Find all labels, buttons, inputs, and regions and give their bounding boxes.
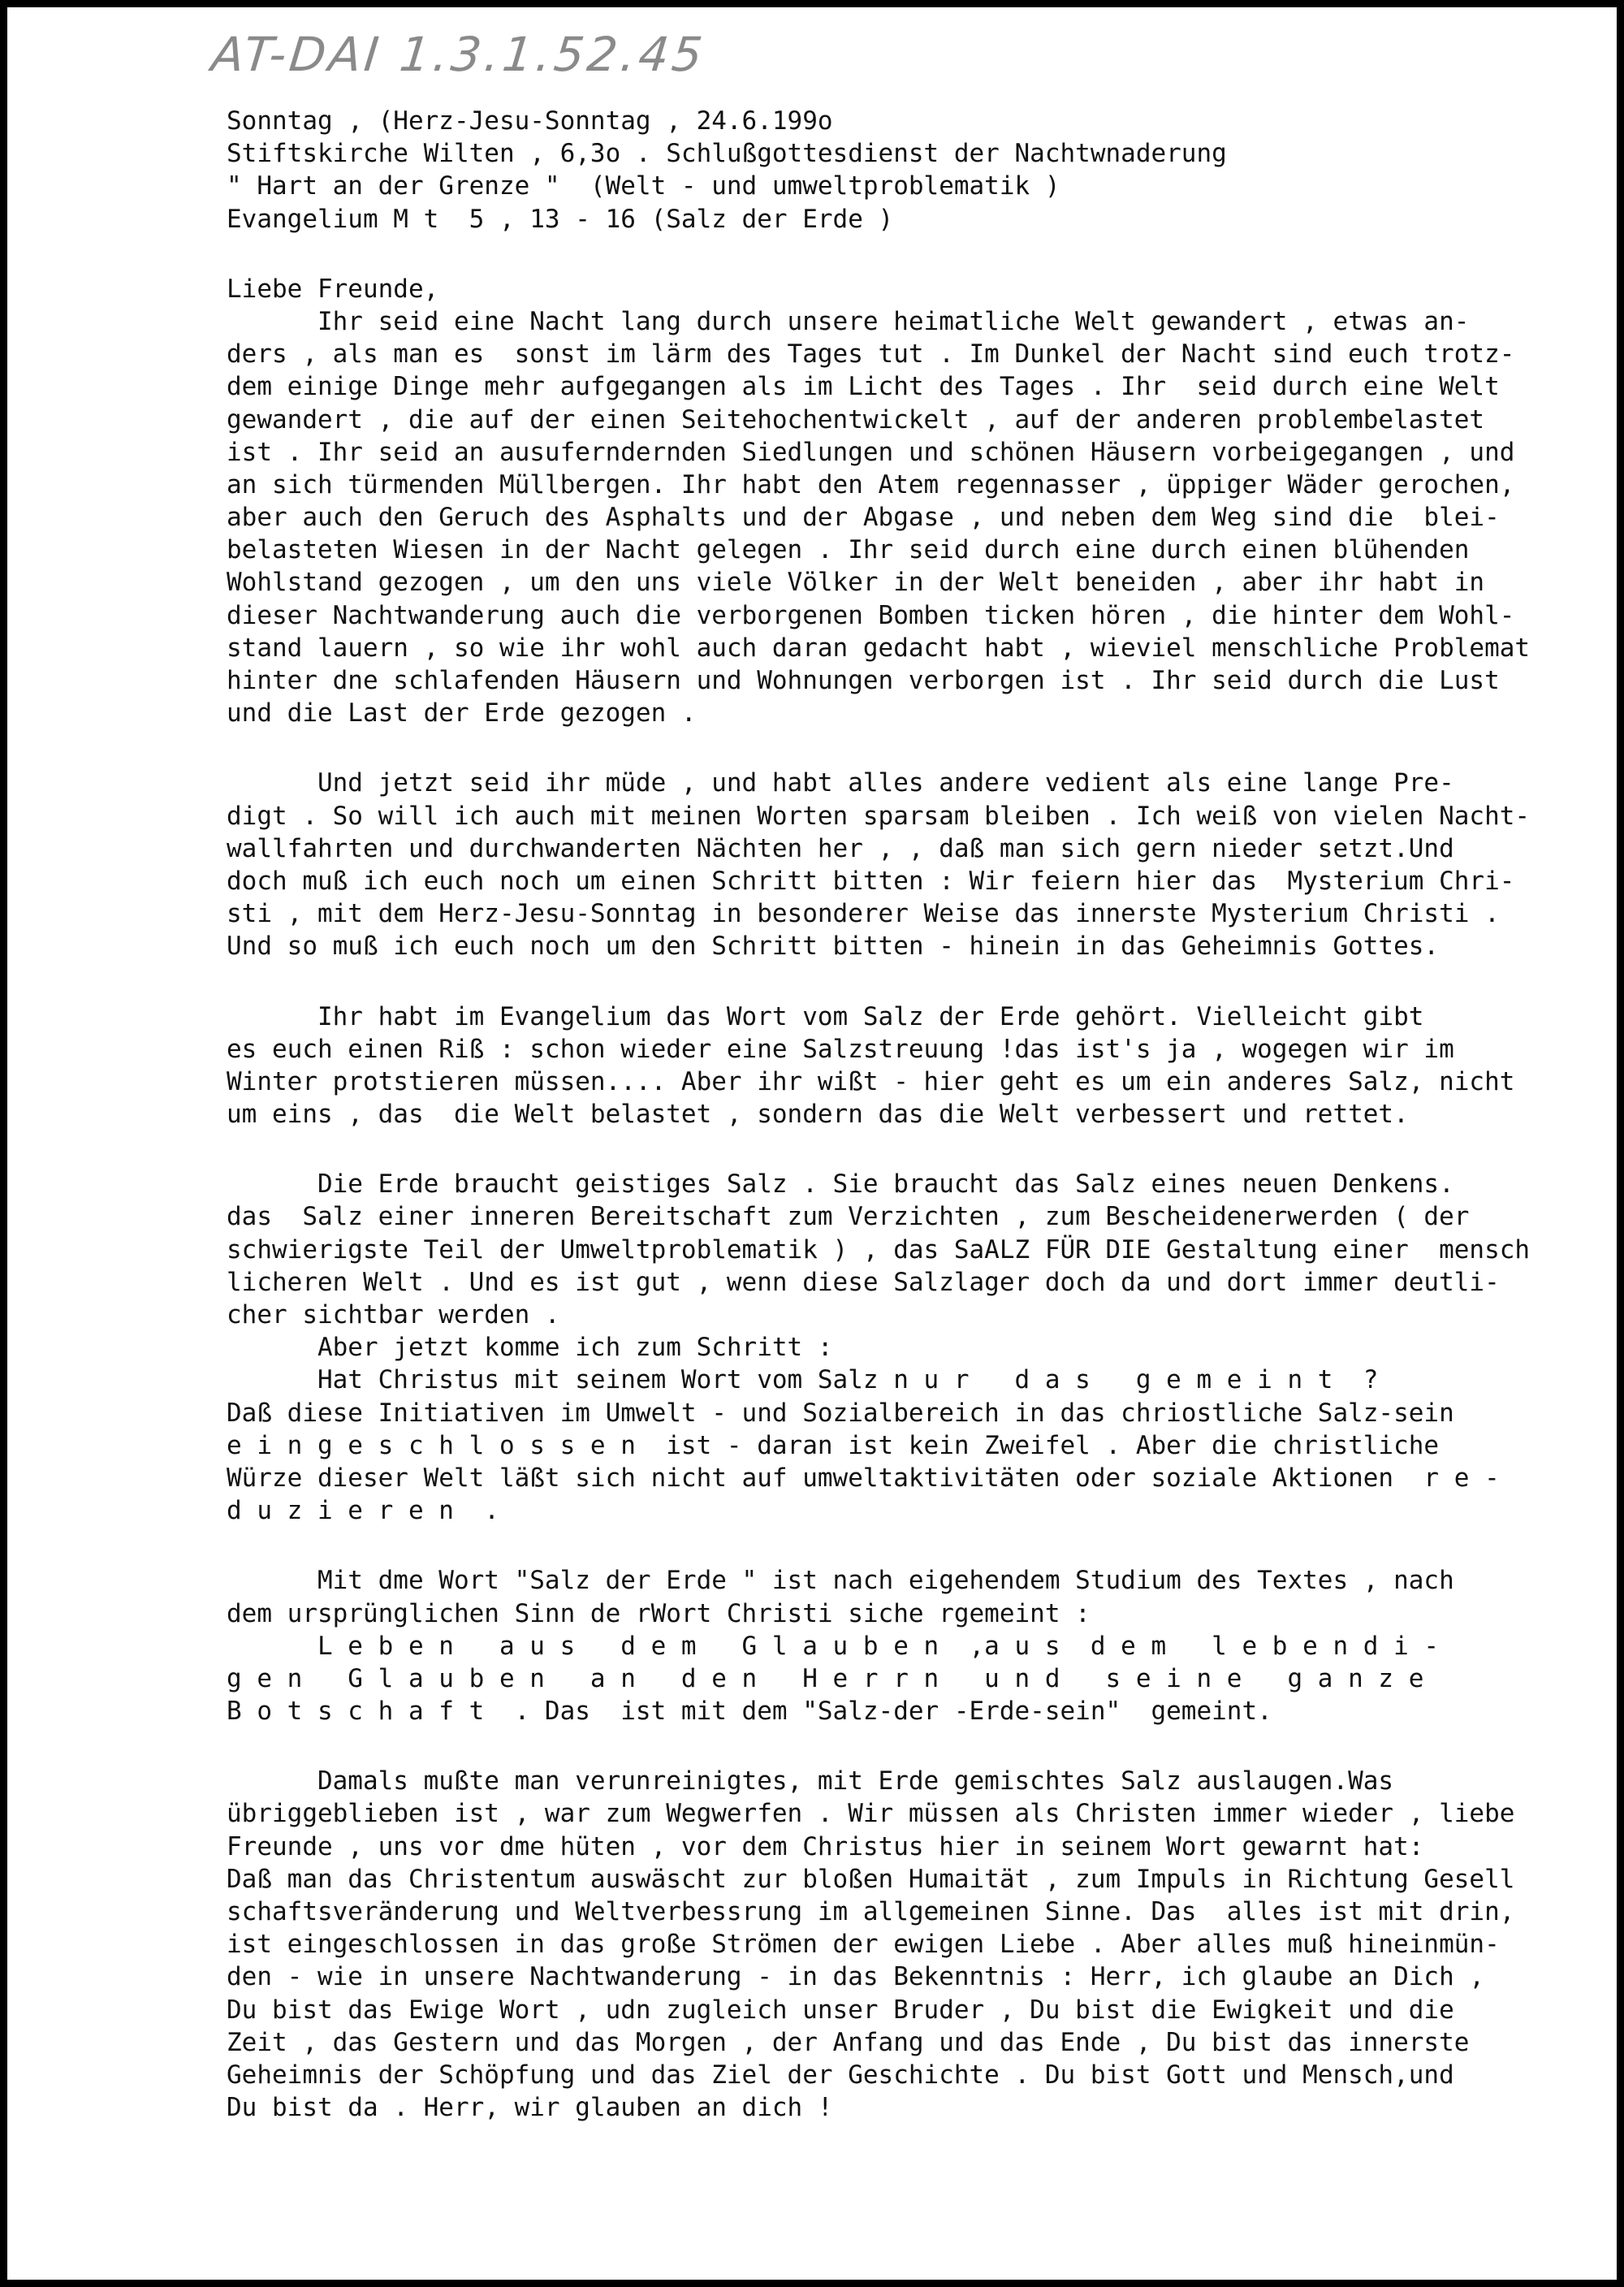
paragraph-1 bbox=[227, 305, 1611, 729]
text-line: hinter dne schlafenden Häusern und Wohnungen verborgen ist . Ihr seid durch die Lust bbox=[227, 666, 1500, 695]
header-block bbox=[227, 105, 1611, 236]
text-line: dem einige Dinge mehr aufgegangen als im Licht des Tages . Ihr seid durch eine Welt bbox=[227, 372, 1500, 402]
document-page bbox=[5, 5, 1619, 2282]
salutation: Liebe Freunde, bbox=[227, 274, 439, 304]
paragraph-4 bbox=[227, 1168, 1611, 1527]
text-line: Freunde , uns vor dme hüten , vor dem Christus hier in seinem Wort gewarnt hat: bbox=[227, 1831, 1424, 1861]
text-line: Zeit , das Gestern und das Morgen , der Anfang und das Ende , Du bist das innerste bbox=[227, 2027, 1470, 2057]
text-line: Du bist das Ewige Wort , udn zugleich unser Bruder , Du bist die Ewigkeit und die bbox=[227, 1995, 1454, 2025]
text-line: stand lauern , so wie ihr wohl auch daran gedacht habt , wieviel menschliche Problemat bbox=[227, 633, 1531, 663]
text-line: Aber jetzt komme ich zum Schritt : bbox=[227, 1333, 833, 1363]
text-line: übriggeblieben ist , war zum Wegwerfen . Wir müssen als Christen immer wieder , liebe bbox=[227, 1799, 1515, 1829]
text-line: es euch einen Riß : schon wieder eine Salzstreuung !das ist's ja , wogegen wir im bbox=[227, 1034, 1454, 1064]
text-line: Daß man das Christentum auswäscht zur bloßen Humaität , zum Impuls in Richtung Gesell bbox=[227, 1864, 1515, 1894]
header-line: " Hart an der Grenze " (Welt - und umweltproblematik ) bbox=[227, 171, 1060, 201]
text-line: Daß diese Initiativen im Umwelt - und Sozialbereich in das chriostliche Salz-sein bbox=[227, 1398, 1454, 1428]
text-line: aber auch den Geruch des Asphalts und der Abgase , und neben dem Weg sind die blei- bbox=[227, 503, 1500, 533]
text-line: dieser Nachtwanderung auch die verborgenen Bomben ticken hören , die hinter dem Wohl- bbox=[227, 600, 1515, 630]
text-line: Und jetzt seid ihr müde , und habt alles andere vedient als eine lange Pre- bbox=[227, 768, 1454, 798]
text-line: das Salz einer inneren Bereitschaft zum Verzichten , zum Bescheidenerwerden ( der bbox=[227, 1202, 1470, 1232]
text-line: Und so muß ich euch noch um den Schritt bitten - hinein in das Geheimnis Gottes. bbox=[227, 932, 1440, 962]
text-line: an sich türmenden Müllbergen. Ihr habt den Atem regennasser , üppiger Wäder gerochen, bbox=[227, 469, 1515, 499]
text-line: und die Last der Erde gezogen . bbox=[227, 698, 697, 728]
text-line: gewandert , die auf der einen Seitehochentwickelt , auf der anderen problembelastet bbox=[227, 404, 1485, 434]
text-line: um eins , das die Welt belastet , sondern das die Welt verbessert und rettet. bbox=[227, 1100, 1409, 1130]
text-line: belasteten Wiesen in der Nacht gelegen . Ihr seid durch eine durch einen blühenden bbox=[227, 535, 1470, 565]
text-line: Damals mußte man verunreinigtes, mit Erde gemischtes Salz auslaugen.Was bbox=[227, 1766, 1394, 1796]
text-line: e i n g e s c h l o s s e n ist - daran ist kein Zweifel . Aber die christliche bbox=[227, 1430, 1440, 1460]
paragraph-5 bbox=[227, 1564, 1611, 1727]
text-line: ders , als man es sonst im lärm des Tages tut . Im Dunkel der Nacht sind euch trotz- bbox=[227, 339, 1515, 370]
header-line: Stiftskirche Wilten , 6,3o . Schlußgottesdienst der Nachtwnaderung bbox=[227, 139, 1227, 169]
text-line: Mit dme Wort "Salz der Erde " ist nach eigehendem Studium des Textes , nach bbox=[227, 1566, 1454, 1596]
text-line: Würze dieser Welt läßt sich nicht auf umweltaktivitäten oder soziale Aktionen r e - bbox=[227, 1463, 1500, 1493]
text-line: g e n G l a u b e n a n d e n H e r r n u n d s e i n e g a n z e bbox=[227, 1663, 1424, 1693]
text-line: Geheimnis der Schöpfung und das Ziel der Geschichte . Du bist Gott und Mensch,und bbox=[227, 2060, 1454, 2090]
text-line: L e b e n a u s d e m G l a u b e n ,a u s d e m l e b e n d i - bbox=[227, 1631, 1440, 1661]
paragraph-2 bbox=[227, 767, 1611, 962]
text-line: sti , mit dem Herz-Jesu-Sonntag in besonderer Weise das innerste Mysterium Christi . bbox=[227, 899, 1500, 929]
archive-reference-stamp: AT-DAI 1.3.1.52.45 bbox=[209, 27, 709, 82]
header-line: Sonntag , (Herz-Jesu-Sonntag , 24.6.199o bbox=[227, 106, 833, 136]
text-line: dem ursprünglichen Sinn de rWort Christi siche rgemeint : bbox=[227, 1598, 1091, 1628]
text-line: Hat Christus mit seinem Wort vom Salz n u r d a s g e m e i n t ? bbox=[227, 1365, 1379, 1395]
text-line: wallfahrten und durchwanderten Nächten her , , daß man sich gern nieder setzt.Und bbox=[227, 833, 1454, 863]
text-line: doch muß ich euch noch um einen Schritt bitten : Wir feiern hier das Mysterium Chri- bbox=[227, 866, 1515, 896]
text-line: den - wie in unsere Nachtwanderung - in das Bekenntnis : Herr, ich glaube an Dich , bbox=[227, 1962, 1485, 1992]
text-line: B o t s c h a f t . Das ist mit dem "Salz-der -Erde-sein" gemeint. bbox=[227, 1697, 1272, 1727]
header-line: Evangelium M t 5 , 13 - 16 (Salz der Erde ) bbox=[227, 204, 894, 234]
text-line: Du bist da . Herr, wir glauben an dich ! bbox=[227, 2093, 833, 2123]
text-line: Die Erde braucht geistiges Salz . Sie braucht das Salz eines neuen Denkens. bbox=[227, 1169, 1454, 1200]
text-line: schwierigste Teil der Umweltproblematik ) , das SaALZ FÜR DIE Gestaltung einer mensch bbox=[227, 1234, 1531, 1265]
letter-body bbox=[227, 105, 1611, 2124]
text-line: cher sichtbar werden . bbox=[227, 1300, 560, 1329]
paragraph-3 bbox=[227, 1001, 1611, 1131]
text-line: ist . Ihr seid an ausuferndernden Siedlungen und schönen Häusern vorbeigegangen , und bbox=[227, 437, 1515, 467]
text-line: schaftsveränderung und Weltverbessrung im allgemeinen Sinne. Das alles ist mit drin, bbox=[227, 1897, 1515, 1926]
text-line: Wohlstand gezogen , um den uns viele Völker in der Welt beneiden , aber ihr habt in bbox=[227, 568, 1485, 598]
text-line: d u z i e r e n . bbox=[227, 1496, 499, 1526]
text-line: Ihr seid eine Nacht lang durch unsere heimatliche Welt gewandert , etwas an- bbox=[227, 306, 1470, 336]
text-line: Ihr habt im Evangelium das Wort vom Salz der Erde gehört. Vielleicht gibt bbox=[227, 1001, 1424, 1031]
text-line: digt . So will ich auch mit meinen Worten sparsam bleiben . Ich weiß von vielen Nacht- bbox=[227, 801, 1531, 831]
text-line: ist eingeschlossen in das große Strömen der ewigen Liebe . Aber alles muß hineinmün- bbox=[227, 1930, 1500, 1960]
text-line: licheren Welt . Und es ist gut , wenn diese Salzlager doch da und dort immer deutli- bbox=[227, 1267, 1500, 1297]
paragraph-6 bbox=[227, 1765, 1611, 2124]
text-line: Winter protstieren müssen.... Aber ihr wißt - hier geht es um ein anderes Salz, nicht bbox=[227, 1066, 1515, 1096]
